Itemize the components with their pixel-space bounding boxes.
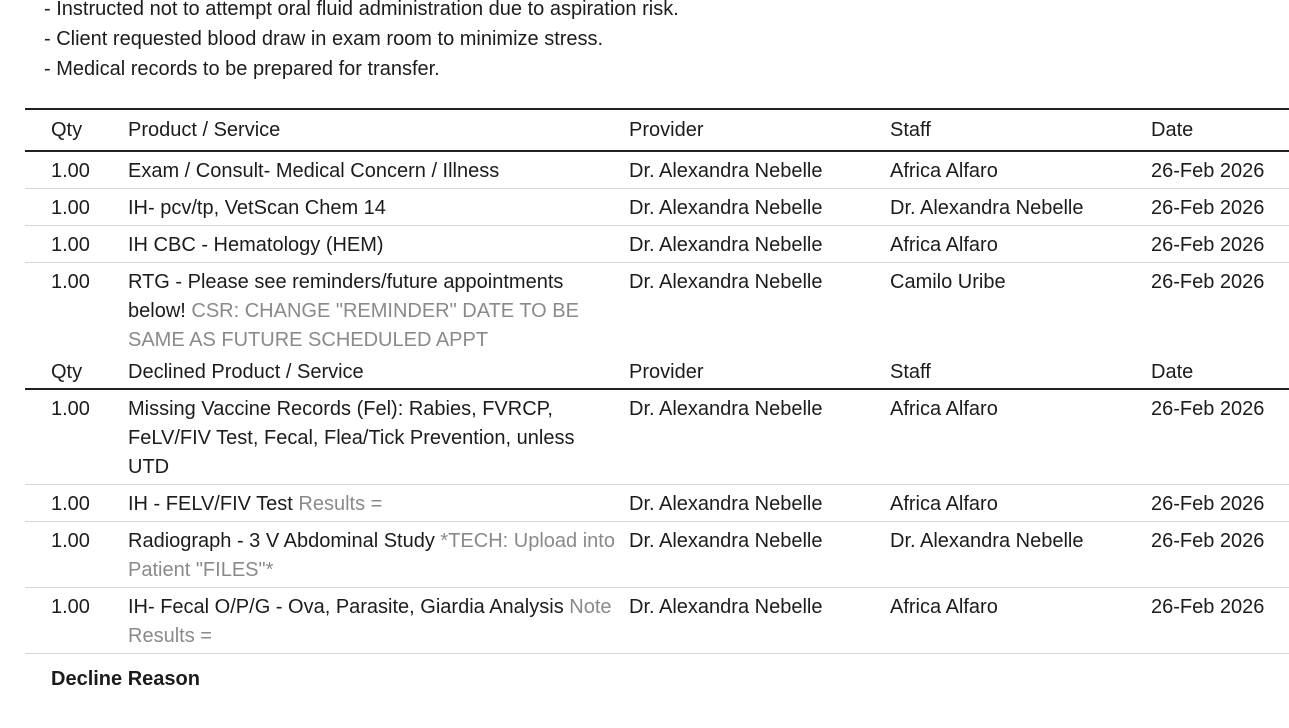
table-header-row (25, 109, 1289, 151)
declined-header-row (25, 357, 1289, 389)
header-provider: Provider (629, 357, 890, 389)
cell-date: 26-Feb 2026 (1151, 151, 1289, 189)
cell-staff: Africa Alfaro (890, 389, 1151, 485)
cell-provider: Dr. Alexandra Nebelle (629, 485, 890, 522)
cell-provider: Dr. Alexandra Nebelle (629, 522, 890, 588)
product-name: IH- pcv/tp, VetScan Chem 14 (128, 197, 386, 219)
cell-provider: Dr. Alexandra Nebelle (629, 226, 890, 263)
cell-qty: 1.00 (25, 151, 128, 189)
header-date: Date (1151, 357, 1289, 389)
product-note: CSR: CHANGE "REMINDER" DATE TO BE SAME AS FUTURE SCHEDULED APPT (128, 300, 579, 351)
header-product: Product / Service (128, 109, 629, 151)
cell-date: 26-Feb 2026 (1151, 271, 1265, 293)
declined-table-row (25, 588, 1289, 654)
cell-product (128, 151, 629, 189)
cell-provider: Dr. Alexandra Nebelle (629, 151, 890, 189)
cell-qty: 1.00 (25, 485, 128, 522)
header-date: Date (1151, 109, 1289, 151)
cell-staff: Dr. Alexandra Nebelle (890, 189, 1151, 226)
table-row (25, 226, 1289, 263)
cell-provider: Dr. Alexandra Nebelle (629, 389, 890, 485)
cell-qty: 1.00 (51, 271, 90, 293)
cell-qty: 1.00 (25, 189, 128, 226)
decline-reason-label: Decline Reason (51, 668, 200, 690)
product-name: IH CBC - Hematology (HEM) (128, 234, 384, 256)
note-line: - Medical records to be prepared for transfer. (44, 58, 440, 80)
cell-date: 26-Feb 2026 (1151, 522, 1289, 588)
product-note: Results = (298, 493, 383, 515)
cell-qty: 1.00 (25, 588, 128, 654)
product-name: Missing Vaccine Records (Fel): Rabies, FVRCP, FeLV/FIV Test, Fecal, Flea/Tick Prevention, unless UTD (128, 398, 575, 478)
cell-staff: Dr. Alexandra Nebelle (890, 522, 1151, 588)
cell-product (128, 485, 629, 522)
cell-provider: Dr. Alexandra Nebelle (629, 189, 890, 226)
cell-qty: 1.00 (25, 522, 128, 588)
table-row (25, 151, 1289, 189)
cell-staff: Africa Alfaro (890, 226, 1151, 263)
cell-product (128, 263, 629, 358)
header-qty: Qty (25, 357, 128, 389)
product-name: IH- Fecal O/P/G - Ova, Parasite, Giardia Analysis (128, 596, 564, 618)
header-staff: Staff (890, 109, 1151, 151)
product-name: Radiograph - 3 V Abdominal Study (128, 530, 435, 552)
cell-product (128, 189, 629, 226)
services-table (25, 108, 1289, 654)
cell-qty: 1.00 (25, 226, 128, 263)
header-provider: Provider (629, 109, 890, 151)
cell-date: 26-Feb 2026 (1151, 485, 1289, 522)
cell-staff: Africa Alfaro (890, 588, 1151, 654)
product-name: IH - FELV/FIV Test (128, 493, 293, 515)
note-line: - Instructed not to attempt oral fluid administration due to aspiration risk. (44, 0, 679, 20)
table-row (25, 263, 1289, 358)
declined-table-row (25, 389, 1289, 485)
product-note: Note Results = (128, 596, 612, 647)
cell-product (128, 226, 629, 263)
product-name: RTG - Please see reminders/future appointments below! (128, 271, 564, 322)
cell-staff: Africa Alfaro (890, 485, 1151, 522)
services-table-wrapper (25, 108, 1289, 654)
cell-staff: Camilo Uribe (890, 271, 1006, 293)
header-staff: Staff (890, 357, 1151, 389)
cell-date: 26-Feb 2026 (1151, 189, 1289, 226)
cell-staff: Africa Alfaro (890, 151, 1151, 189)
visit-notes (44, 0, 679, 84)
cell-product (128, 522, 629, 588)
declined-table-row (25, 522, 1289, 588)
cell-provider: Dr. Alexandra Nebelle (629, 271, 823, 293)
cell-product (128, 389, 629, 485)
cell-date: 26-Feb 2026 (1151, 226, 1289, 263)
cell-date: 26-Feb 2026 (1151, 588, 1289, 654)
table-row (25, 189, 1289, 226)
header-declined-product: Declined Product / Service (128, 357, 629, 389)
cell-qty: 1.00 (25, 389, 128, 485)
cell-date: 26-Feb 2026 (1151, 389, 1289, 485)
cell-product (128, 588, 629, 654)
cell-provider: Dr. Alexandra Nebelle (629, 588, 890, 654)
declined-table-row (25, 485, 1289, 522)
product-name: Exam / Consult- Medical Concern / Illness (128, 160, 500, 182)
note-line: - Client requested blood draw in exam room to minimize stress. (44, 28, 604, 50)
header-qty: Qty (25, 109, 128, 151)
product-note: *TECH: Upload into Patient "FILES"* (128, 530, 615, 581)
